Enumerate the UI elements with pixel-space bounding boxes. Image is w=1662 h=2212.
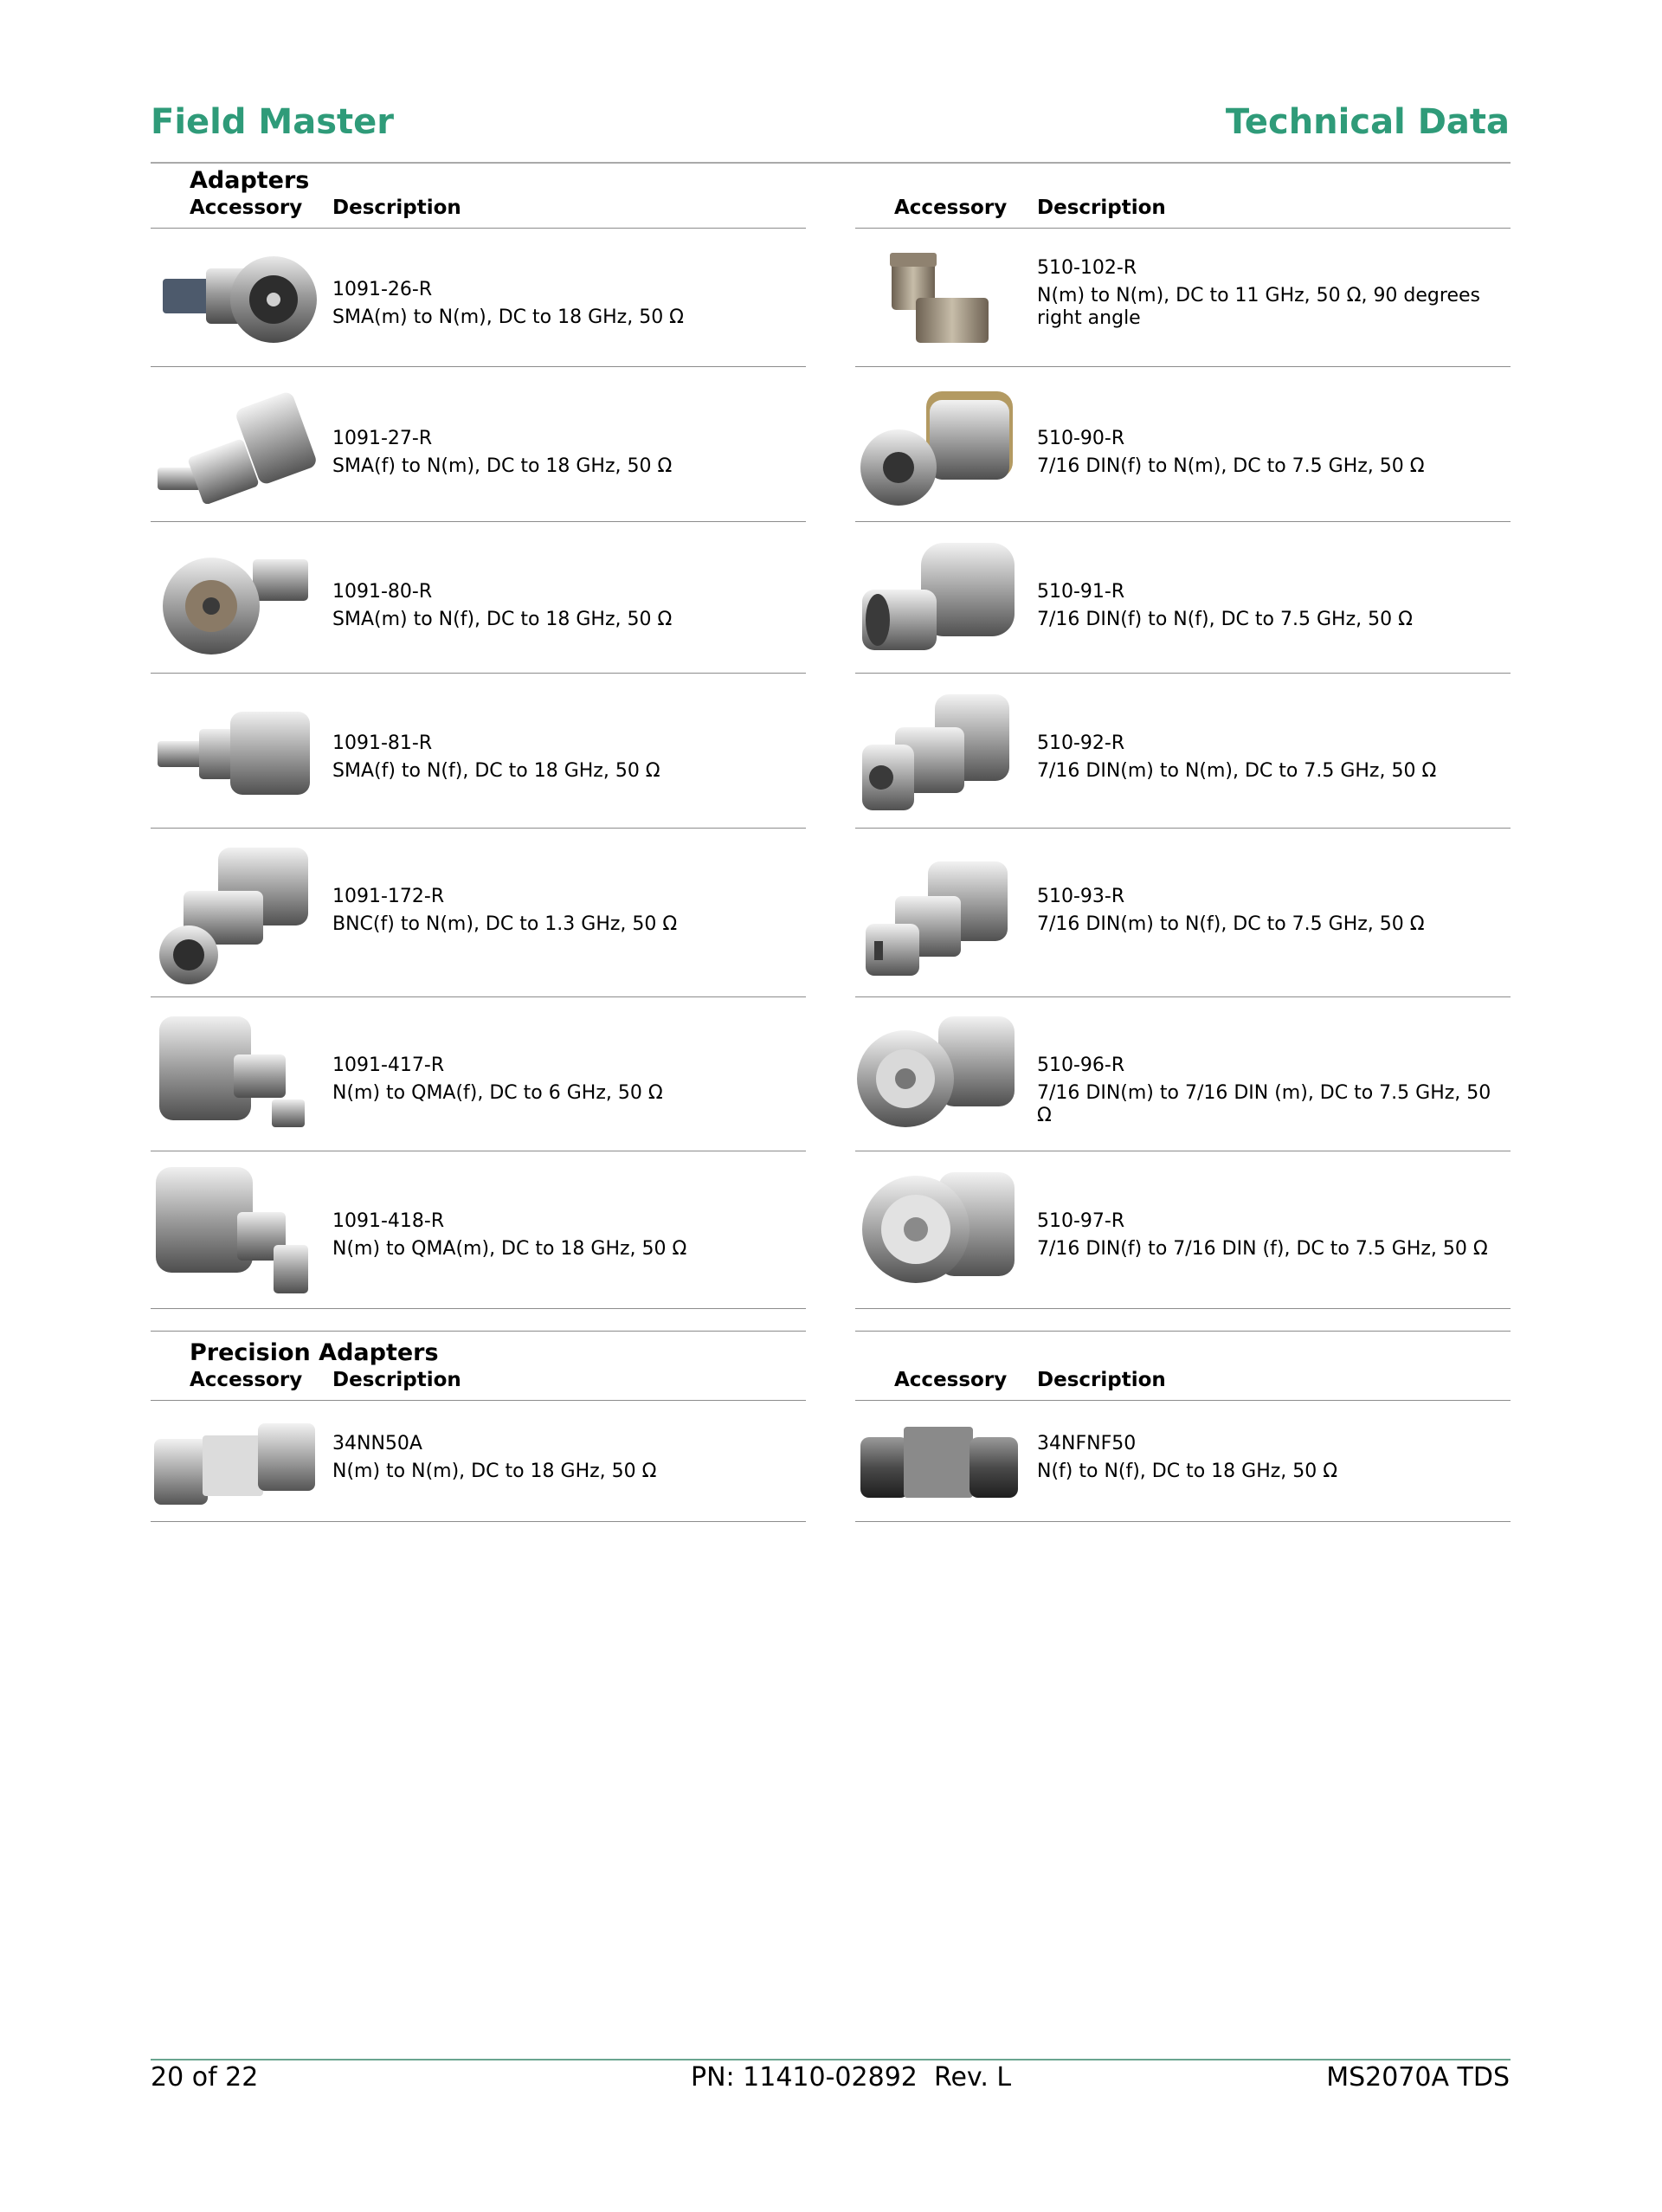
part-number: 510-91-R — [1037, 581, 1125, 603]
row-text — [1037, 1210, 1504, 1261]
section-top-rule — [151, 1331, 806, 1332]
part-description: N(m) to N(m), DC to 18 GHz, 50 Ω — [332, 1461, 657, 1482]
list-item — [151, 367, 806, 522]
part-description: SMA(m) to N(f), DC to 18 GHz, 50 Ω — [332, 609, 673, 630]
adapter-photo — [855, 538, 1024, 659]
adapter-photo — [151, 248, 319, 351]
row-text — [332, 1210, 800, 1261]
adapter-photo — [151, 1009, 319, 1139]
section-top-rule — [855, 1331, 1511, 1332]
row-text — [1037, 257, 1504, 330]
row-text — [1037, 428, 1504, 478]
part-description: 7/16 DIN(f) to 7/16 DIN (f), DC to 7.5 GHz, 50 Ω — [1037, 1238, 1488, 1260]
page-number: 20 of 22 — [151, 2062, 259, 2093]
list-item — [151, 829, 806, 997]
column-header — [151, 197, 806, 231]
part-number: 1091-417-R — [332, 1054, 445, 1076]
part-number: 34NFNF50 — [1037, 1433, 1137, 1454]
brand-title: Field Master — [151, 102, 395, 142]
part-number: 510-93-R — [1037, 886, 1125, 907]
part-number-revision: PN: 11410-02892 Rev. L — [691, 2062, 1012, 2093]
part-description: N(f) to N(f), DC to 18 GHz, 50 Ω — [1037, 1461, 1338, 1482]
part-number: 510-96-R — [1037, 1054, 1125, 1076]
adapter-photo — [151, 544, 319, 656]
list-item — [151, 522, 806, 674]
part-description: 7/16 DIN(m) to N(m), DC to 7.5 GHz, 50 Ω — [1037, 760, 1437, 782]
header-rule — [151, 162, 1511, 164]
list-item — [151, 674, 806, 829]
row-text — [332, 1054, 800, 1105]
row-text — [1037, 581, 1504, 631]
header-description: Description — [1037, 1369, 1166, 1391]
adapter-photo — [855, 691, 1024, 816]
row-text — [1037, 886, 1504, 936]
adapter-photo — [151, 1416, 319, 1512]
header-accessory: Accessory — [894, 1369, 1008, 1391]
part-description: N(m) to QMA(f), DC to 6 GHz, 50 Ω — [332, 1082, 663, 1104]
adapter-photo — [855, 1418, 1024, 1509]
adapter-photo — [855, 1013, 1024, 1138]
part-description: N(m) to N(m), DC to 11 GHz, 50 Ω, 90 degrees right angle — [1037, 285, 1480, 329]
header-accessory: Accessory — [190, 197, 303, 219]
list-item — [151, 997, 806, 1151]
header-description: Description — [332, 1369, 461, 1391]
column-header — [855, 197, 1511, 231]
part-description: SMA(f) to N(m), DC to 18 GHz, 50 Ω — [332, 455, 673, 477]
header-description: Description — [332, 197, 461, 219]
part-number: 510-90-R — [1037, 428, 1125, 449]
list-item — [855, 1401, 1511, 1522]
part-number: 1091-81-R — [332, 732, 433, 754]
section-title-precision: Precision Adapters — [190, 1339, 439, 1366]
part-description: 7/16 DIN(m) to N(f), DC to 7.5 GHz, 50 Ω — [1037, 913, 1425, 935]
part-number: 510-92-R — [1037, 732, 1125, 754]
column-header — [151, 1369, 806, 1403]
adapter-photo — [151, 844, 319, 987]
row-text — [332, 279, 800, 329]
adapter-photo — [855, 248, 1024, 351]
document-code: MS2070A TDS — [1326, 2062, 1510, 2093]
document-title: Technical Data — [1225, 102, 1510, 142]
part-description: 7/16 DIN(m) to 7/16 DIN (m), DC to 7.5 GHz, 50 Ω — [1037, 1082, 1491, 1126]
list-item — [855, 829, 1511, 997]
row-text — [1037, 1433, 1504, 1483]
row-text — [332, 886, 800, 936]
part-number: 1091-418-R — [332, 1210, 445, 1232]
footer-rule — [151, 2059, 1511, 2060]
row-text — [1037, 1054, 1504, 1127]
column-header — [855, 1369, 1511, 1403]
list-item — [855, 1151, 1511, 1309]
header-accessory: Accessory — [894, 197, 1008, 219]
part-number: 510-97-R — [1037, 1210, 1125, 1232]
list-item — [855, 997, 1511, 1151]
adapter-photo — [855, 388, 1024, 509]
adapter-photo — [151, 391, 319, 504]
part-number: 34NN50A — [332, 1433, 422, 1454]
adapter-photo — [855, 858, 1024, 983]
part-description: N(m) to QMA(m), DC to 18 GHz, 50 Ω — [332, 1238, 687, 1260]
adapter-photo — [151, 700, 319, 803]
row-text — [1037, 732, 1504, 783]
part-number: 1091-26-R — [332, 279, 433, 300]
part-number: 1091-27-R — [332, 428, 433, 449]
part-description: SMA(f) to N(f), DC to 18 GHz, 50 Ω — [332, 760, 660, 782]
list-item — [855, 522, 1511, 674]
header-description: Description — [1037, 197, 1166, 219]
list-item — [151, 229, 806, 367]
part-description: 7/16 DIN(f) to N(f), DC to 7.5 GHz, 50 Ω — [1037, 609, 1413, 630]
list-item — [855, 367, 1511, 522]
list-item — [151, 1151, 806, 1309]
part-number: 1091-172-R — [332, 886, 445, 907]
list-item — [855, 674, 1511, 829]
row-text — [332, 581, 800, 631]
header-accessory: Accessory — [190, 1369, 303, 1391]
part-number: 510-102-R — [1037, 257, 1137, 279]
part-description: SMA(m) to N(m), DC to 18 GHz, 50 Ω — [332, 306, 684, 328]
part-description: BNC(f) to N(m), DC to 1.3 GHz, 50 Ω — [332, 913, 678, 935]
list-item — [855, 229, 1511, 367]
list-item — [151, 1401, 806, 1522]
adapter-photo — [855, 1167, 1024, 1297]
section-title-adapters: Adapters — [190, 167, 310, 194]
part-description: 7/16 DIN(f) to N(m), DC to 7.5 GHz, 50 Ω — [1037, 455, 1425, 477]
row-text — [332, 1433, 800, 1483]
part-number: 1091-80-R — [332, 581, 433, 603]
row-text — [332, 428, 800, 478]
adapter-photo — [151, 1162, 319, 1300]
row-text — [332, 732, 800, 783]
